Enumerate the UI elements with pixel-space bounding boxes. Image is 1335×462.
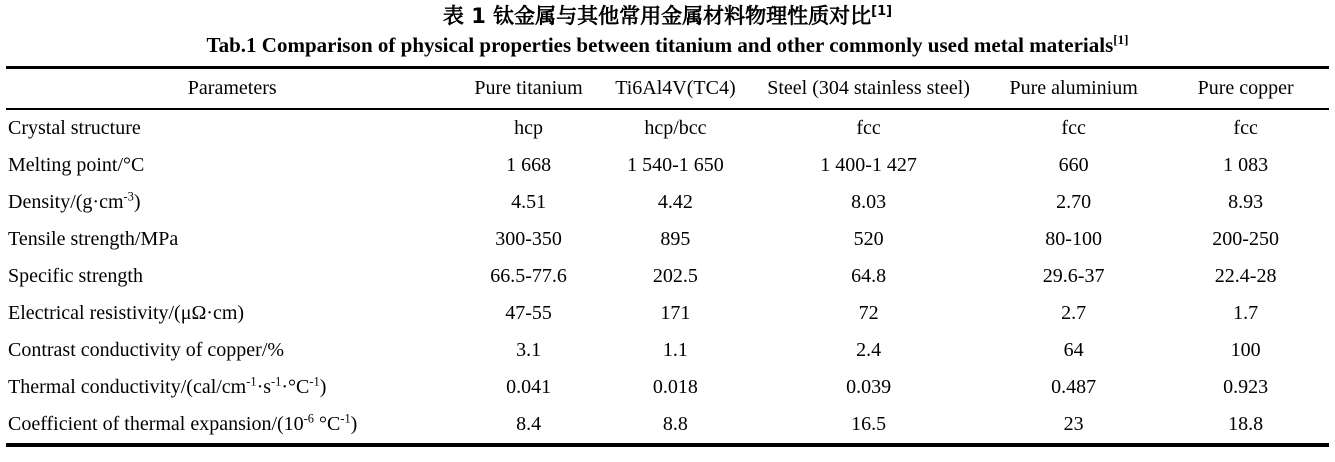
value-cell: 202.5: [652, 265, 698, 287]
value-cell: 8.4: [516, 413, 542, 435]
value-cell: 47-55: [505, 302, 552, 324]
table-body: [6, 109, 1329, 445]
value-cell: fcc: [1233, 117, 1258, 139]
table-row: [6, 184, 1329, 221]
value-cell: 16.5: [851, 413, 887, 435]
value-cell: 4.51: [511, 191, 547, 213]
value-cell: 64: [1063, 339, 1084, 361]
row-label: Electrical resistivity/(μΩ·cm): [8, 302, 245, 324]
value-cell: 0.039: [846, 376, 892, 398]
value-cell: 0.487: [1051, 376, 1097, 398]
table-header-row: [6, 68, 1329, 110]
column-header-5: Pure copper: [1162, 68, 1329, 110]
value-cell: 0.041: [506, 376, 552, 398]
value-cell: 66.5-77.6: [490, 265, 567, 287]
row-label: Thermal conductivity/$(cal/cm^{-1}\cdot s^{-1}\cdot^\circ C^{-1})$: [8, 374, 327, 398]
value-cell: fcc: [1061, 117, 1086, 139]
value-cell: 0.923: [1223, 376, 1269, 398]
value-cell: 8.8: [662, 413, 688, 435]
value-cell: hcp/bcc: [644, 117, 707, 139]
value-cell: 1 540-1 650: [627, 154, 724, 176]
table-row: [6, 295, 1329, 332]
value-cell: 80-100: [1045, 228, 1102, 250]
row-label: Density/$(g\cdot cm^{-3})$: [8, 189, 141, 213]
value-cell: 2.4: [856, 339, 882, 361]
value-cell: 100: [1230, 339, 1261, 361]
value-cell: 1 668: [506, 154, 552, 176]
value-cell: fcc: [856, 117, 881, 139]
table-row: [6, 258, 1329, 295]
column-header-2: Ti6Al4V(TC4): [599, 68, 752, 110]
value-cell: 2.70: [1056, 191, 1092, 213]
row-label: Crystal structure: [8, 117, 141, 139]
value-cell: 300-350: [495, 228, 562, 250]
row-label: Coefficient of thermal expansion/($10^{-6}$ $^\circ C^{-1}$): [8, 411, 358, 435]
value-cell: 29.6-37: [1042, 265, 1105, 287]
table-row: [6, 332, 1329, 369]
table-title-english: Tab.1 Comparison of physical properties between titanium and other commonly used metal materials[1]: [206, 32, 1129, 57]
value-cell: hcp: [514, 117, 544, 139]
table-title-chinese: 表 1 钛金属与其他常用金属材料物理性质对比[1]: [442, 4, 893, 28]
row-label: Melting point/°C: [8, 154, 145, 176]
column-header-1: Pure titanium: [458, 68, 598, 110]
table-row: [6, 406, 1329, 445]
table-row: [6, 109, 1329, 147]
value-cell: 171: [660, 302, 691, 324]
value-cell: 8.03: [851, 191, 887, 213]
row-label: Contrast conductivity of copper/%: [8, 339, 285, 361]
value-cell: 8.93: [1228, 191, 1264, 213]
value-cell: 23: [1063, 413, 1084, 435]
value-cell: 660: [1058, 154, 1089, 176]
table-row: [6, 147, 1329, 184]
value-cell: 18.8: [1228, 413, 1264, 435]
value-cell: 1 083: [1223, 154, 1269, 176]
properties-table: [6, 66, 1329, 447]
value-cell: 1.7: [1233, 302, 1259, 324]
row-label: Specific strength: [8, 265, 143, 287]
value-cell: 64.8: [851, 265, 887, 287]
column-header-4: Pure aluminium: [985, 68, 1162, 110]
column-header-0: Parameters: [6, 68, 458, 110]
value-cell: 72: [858, 302, 879, 324]
value-cell: 22.4-28: [1214, 265, 1277, 287]
value-cell: 0.018: [652, 376, 698, 398]
value-cell: 895: [660, 228, 691, 250]
table-row: [6, 369, 1329, 406]
value-cell: 3.1: [516, 339, 542, 361]
value-cell: 200-250: [1212, 228, 1279, 250]
value-cell: 1 400-1 427: [820, 154, 917, 176]
column-header-3: Steel (304 stainless steel): [752, 68, 985, 110]
value-cell: 1.1: [662, 339, 688, 361]
value-cell: 4.42: [657, 191, 693, 213]
value-cell: 520: [853, 228, 884, 250]
table-row: [6, 221, 1329, 258]
value-cell: 2.7: [1061, 302, 1087, 324]
row-label: Tensile strength/MPa: [8, 228, 179, 250]
